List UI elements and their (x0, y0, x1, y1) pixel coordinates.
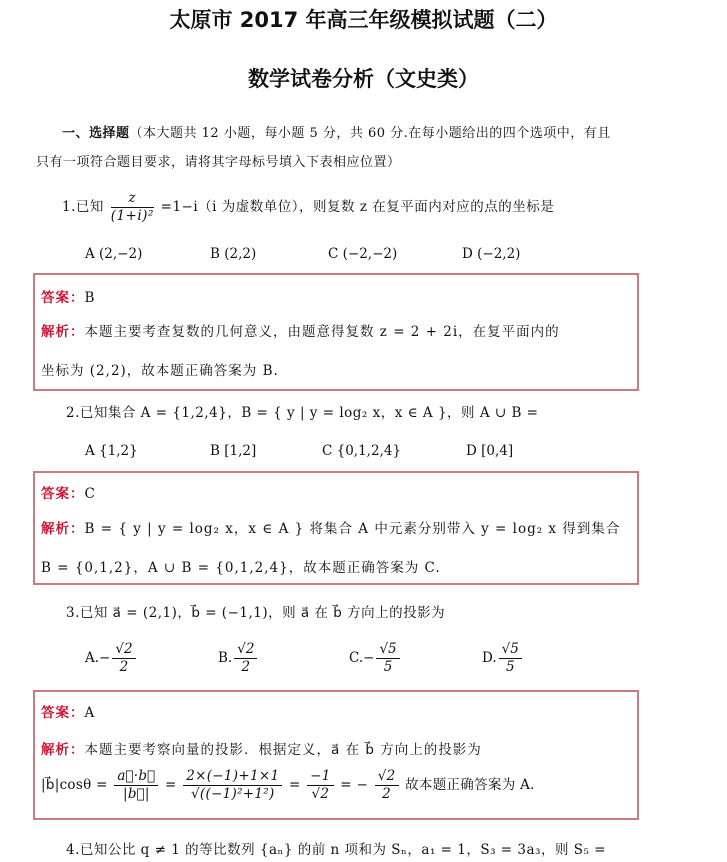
q3-option-a-letter: A. (85, 650, 100, 666)
q3-calculation (41, 768, 535, 803)
q1-option-c: C (−2,−2) (328, 246, 398, 262)
q3-option-b-letter: B. (218, 650, 233, 666)
q1-answer: B (84, 290, 96, 306)
q3-option-c-letter: C. (349, 650, 364, 666)
q3-calc-eq2: = (288, 777, 301, 793)
q2-analysis-1: B = { y | y = log₂ x，x ∈ A } 将集合 A 中元素分别带入 y = log₂ x 得到集合 (84, 521, 621, 537)
q3-option-a-den: 2 (119, 659, 129, 675)
q1-prefix: 1.已知 (62, 199, 104, 215)
q1-stem (62, 190, 554, 225)
q1-analysis-2: 坐标为 (2,2)，故本题正确答案为 B. (41, 363, 279, 379)
q3-answer: A (84, 705, 96, 721)
q3-answer-box (33, 690, 639, 820)
q3-option-b-num: √2 (234, 641, 257, 659)
section-label: 一、选择题 (62, 126, 130, 141)
q2-option-c: C {0,1,2,4} (322, 443, 402, 459)
q3-option-d-num: √5 (499, 641, 522, 659)
q3-analysis-label: 解析： (41, 742, 85, 758)
q1-option-a: A (2,−2) (85, 246, 143, 262)
q3-calc-end: 故本题正确答案为 A. (405, 777, 535, 793)
q2-option-a: A {1,2} (85, 443, 138, 459)
q3-option-d-letter: D. (482, 650, 497, 666)
q1-option-d: D (−2,2) (462, 246, 521, 262)
q3-calc-f4-den: 2 (382, 786, 392, 802)
section-intro-2: 只有一项符合题目要求，请将其字母标号填入下表相应位置） (36, 155, 401, 170)
q3-calc-f4-num: √2 (375, 768, 399, 786)
q4-stem: 4.已知公比 q ≠ 1 的等比数列 {aₙ} 的前 n 项和为 Sₙ，a₁ = 1，S₃ = 3a₃，则 S₅ = (66, 842, 606, 858)
q3-option-b-den: 2 (241, 659, 251, 675)
q3-calc-tail: = − (340, 777, 369, 793)
q3-stem: 3.已知 a⃗ = (2,1)，b⃗ = (−1,1)，则 a⃗ 在 b⃗ 方向上的投影为 (66, 605, 446, 621)
q2-stem: 2.已知集合 A = {1,2,4}，B = { y | y = log₂ x，x ∈ A }，则 A ∪ B = (66, 405, 539, 421)
q3-calc-eq1: = (165, 777, 177, 793)
q3-analysis-1: 本题主要考察向量的投影．根据定义，a⃗ 在 b⃗ 方向上的投影为 (84, 742, 482, 758)
exam-title: 太原市 2017 年高三年级模拟试题（二） (169, 8, 558, 32)
q1-frac-den: (1+i)² (110, 208, 154, 224)
q3-option-c-num: √5 (376, 641, 399, 659)
q3-calc-f3-num: −1 (307, 768, 334, 786)
q3-option-d (482, 641, 524, 676)
q3-calc-f3-den: √2 (311, 786, 330, 802)
q2-answer-box (33, 471, 639, 585)
q1-answer-box (33, 273, 639, 391)
q2-analysis-2: B = {0,1,2}，A ∪ B = {0,1,2,4}，故本题正确答案为 C. (41, 560, 441, 576)
q3-option-c-den: 5 (383, 659, 393, 675)
q2-answer: C (84, 486, 96, 502)
q3-option-c (349, 641, 402, 676)
section-header (62, 122, 611, 141)
exam-subtitle: 数学试卷分析（文史类） (248, 67, 479, 91)
q3-calc-f2-den: √((−1)²+1²) (190, 786, 275, 802)
q1-frac-num: z (111, 190, 154, 208)
q1-answer-label: 答案： (41, 290, 85, 306)
q3-calc-f1-den: |b⃗| (122, 786, 150, 802)
section-intro-1: （本大题共 12 小题，每小题 5 分，共 60 分.在每小题给出的四个选项中，有且 (129, 126, 611, 141)
q3-option-c-sign: − (363, 650, 375, 666)
q3-calc-f1-num: a⃗·b⃗ (114, 768, 158, 786)
q3-calc-f2-num: 2×(−1)+1×1 (183, 768, 282, 786)
q3-calc-lead: |b⃗|cosθ = (41, 777, 108, 793)
q2-answer-label: 答案： (41, 486, 85, 502)
q3-option-a-sign: − (99, 650, 111, 666)
q1-fraction (111, 190, 154, 225)
q1-stem-text: =1−i（i 为虚数单位），则复数 z 在复平面内对应的点的坐标是 (160, 199, 555, 215)
q2-option-b: B [1,2] (210, 443, 257, 459)
q1-option-b: B (2,2) (210, 246, 257, 262)
q3-option-b (218, 641, 259, 676)
q2-option-d: D [0,4] (466, 443, 514, 459)
q3-option-a-num: √2 (112, 641, 135, 659)
q1-analysis-label: 解析： (41, 324, 85, 340)
q3-answer-label: 答案： (41, 705, 85, 721)
q3-option-d-den: 5 (505, 659, 515, 675)
q2-analysis-label: 解析： (41, 521, 85, 537)
q1-analysis-1: 本题主要考查复数的几何意义，由题意得复数 z = 2 + 2i，在复平面内的 (84, 324, 560, 340)
q3-option-a (85, 641, 138, 676)
